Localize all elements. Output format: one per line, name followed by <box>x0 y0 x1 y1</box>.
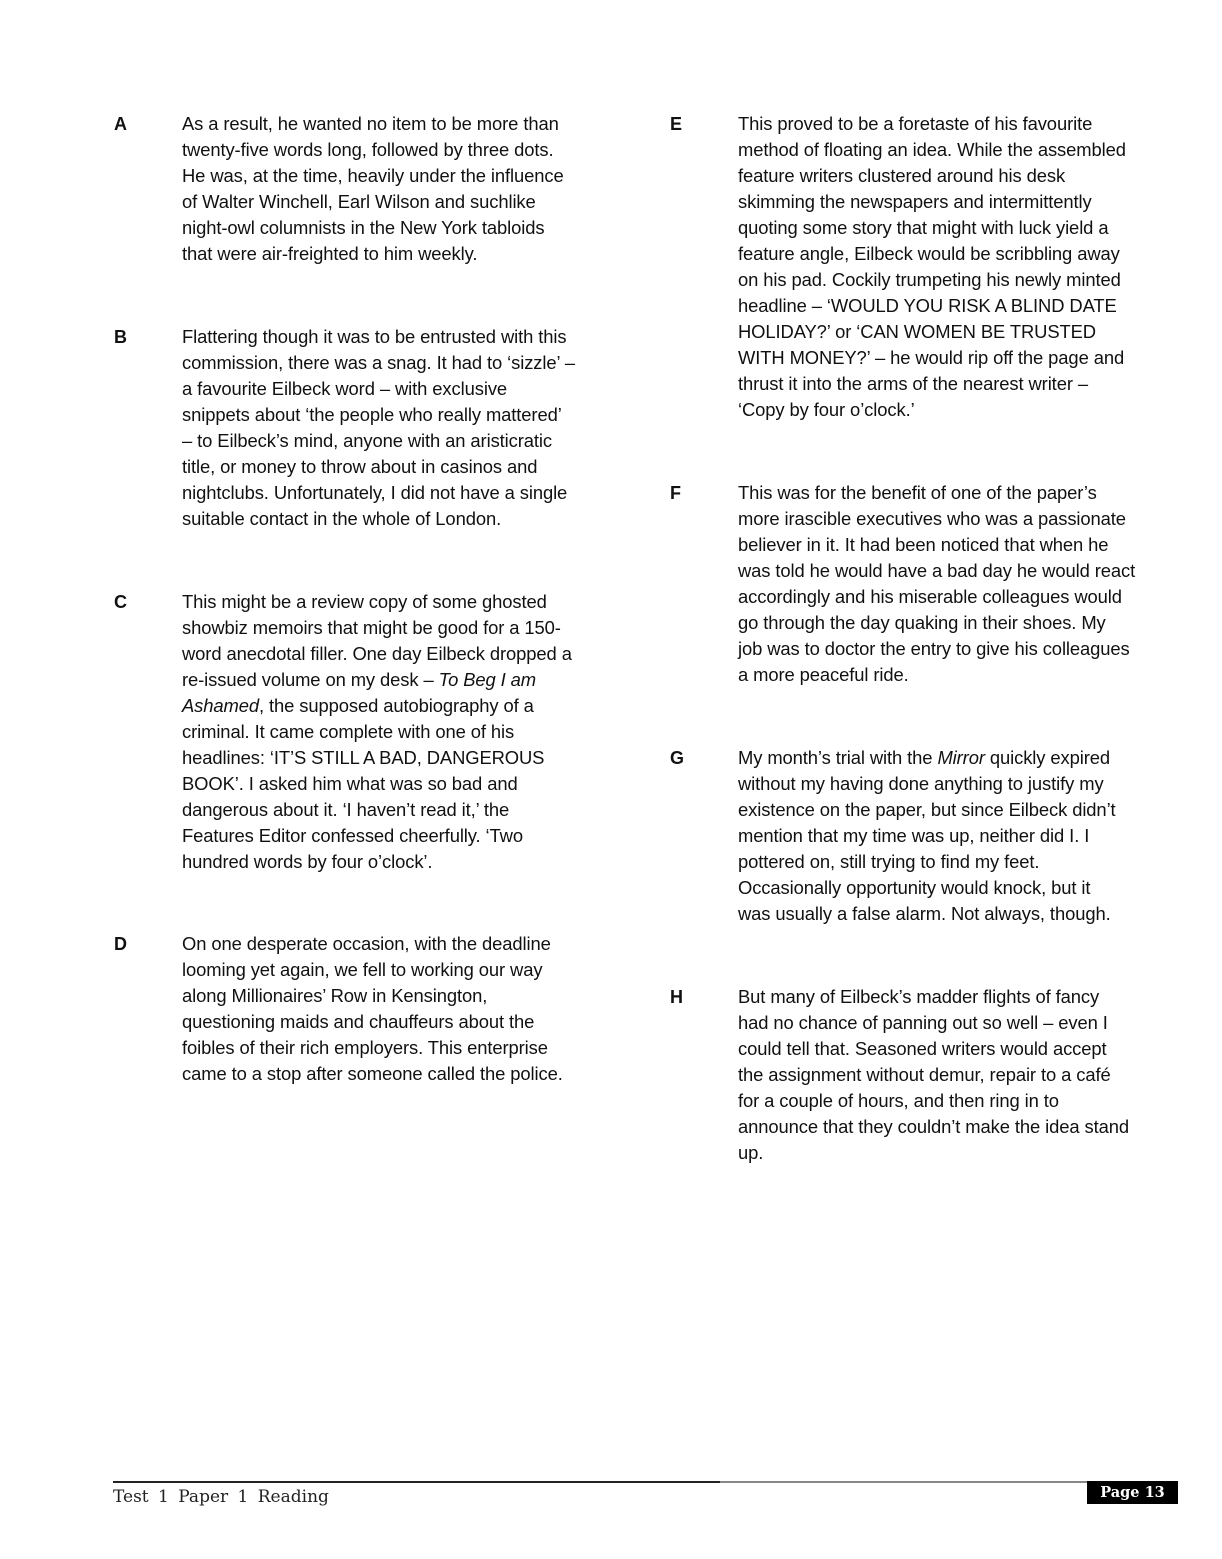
text-segment: My month’s trial with the <box>738 747 938 768</box>
text-line: ‘Copy by four o’clock.’ <box>738 399 915 420</box>
text-line: on his pad. Cockily trumpeting his newly minted <box>738 269 1121 290</box>
text-line: method of floating an idea. While the assembled <box>738 139 1126 160</box>
text-line: hundred words by four o’clock’. <box>182 851 433 872</box>
text-line: headlines: ‘IT’S STILL A BAD, DANGEROUS <box>182 747 545 768</box>
option-text <box>182 111 622 267</box>
text-line: BOOK’. I asked him what was so bad and <box>182 773 518 794</box>
text-segment: quickly expired <box>984 747 1110 768</box>
newspaper-name-italic: Mirror <box>937 747 985 768</box>
text-line: accordingly and his miserable colleagues would <box>738 586 1122 607</box>
text-line: looming yet again, we fell to working our way <box>182 959 543 980</box>
text-line: quoting some story that might with luck yield a <box>738 217 1109 238</box>
option-text <box>738 984 1178 1166</box>
option-letter: H <box>670 987 683 1007</box>
text-line: thrust it into the arms of the nearest writer – <box>738 373 1088 394</box>
text-line: go through the day quaking in their shoes. My <box>738 612 1106 633</box>
text-line: foibles of their rich employers. This enterprise <box>182 1037 548 1058</box>
text-line: snippets about ‘the people who really mattered’ <box>182 404 562 425</box>
text-line <box>182 667 622 693</box>
text-line: feature angle, Eilbeck would be scribbling away <box>738 243 1120 264</box>
text-line: This proved to be a foretaste of his favourite <box>738 113 1093 134</box>
text-line: a more peaceful ride. <box>738 664 909 685</box>
text-line: As a result, he wanted no item to be more than <box>182 113 559 134</box>
text-line: WITH MONEY?’ – he would rip off the page and <box>738 347 1125 368</box>
text-line: commission, there was a snag. It had to ‘sizzle’ – <box>182 352 575 373</box>
option-text <box>738 480 1178 688</box>
text-line <box>182 693 622 719</box>
option-text <box>182 324 622 532</box>
text-line: for a couple of hours, and then ring in to <box>738 1090 1059 1111</box>
option-letter: C <box>114 592 127 612</box>
text-line: suitable contact in the whole of London. <box>182 508 502 529</box>
option-letter: A <box>114 114 127 134</box>
footer-label: Test 1 Paper 1 Reading <box>113 1487 329 1507</box>
text-line: was told he would have a bad day he would react <box>738 560 1136 581</box>
text-line: He was, at the time, heavily under the influence <box>182 165 564 186</box>
text-line: more irascible executives who was a passionate <box>738 508 1126 529</box>
text-line: criminal. It came complete with one of his <box>182 721 515 742</box>
book-title-italic: Ashamed <box>182 695 259 716</box>
book-title-italic: To Beg I am <box>438 669 537 690</box>
text-segment: , the supposed autobiography of a <box>259 695 534 716</box>
text-line: along Millionaires’ Row in Kensington, <box>182 985 488 1006</box>
option-letter: F <box>670 483 681 503</box>
text-line: But many of Eilbeck’s madder flights of fancy <box>738 986 1100 1007</box>
text-line: Occasionally opportunity would knock, but it <box>738 877 1091 898</box>
text-line: existence on the paper, but since Eilbeck didn’t <box>738 799 1116 820</box>
text-line: This was for the benefit of one of the paper’s <box>738 482 1097 503</box>
text-line: of Walter Winchell, Earl Wilson and suchlike <box>182 191 536 212</box>
text-line: believer in it. It had been noticed that when he <box>738 534 1109 555</box>
option-text <box>182 931 622 1087</box>
text-line: had no chance of panning out so well – even I <box>738 1012 1108 1033</box>
option-letter: B <box>114 327 127 347</box>
text-line: HOLIDAY?’ or ‘CAN WOMEN BE TRUSTED <box>738 321 1096 342</box>
text-line: a favourite Eilbeck word – with exclusive <box>182 378 508 399</box>
text-line: Features Editor confessed cheerfully. ‘Two <box>182 825 523 846</box>
option-letter: D <box>114 934 127 954</box>
text-line: On one desperate occasion, with the deadline <box>182 933 551 954</box>
text-line: feature writers clustered around his desk <box>738 165 1066 186</box>
text-line: without my having done anything to justify my <box>738 773 1104 794</box>
text-line: up. <box>738 1142 764 1163</box>
text-line: dangerous about it. ‘I haven’t read it,’ the <box>182 799 510 820</box>
text-line: headline – ‘WOULD YOU RISK A BLIND DATE <box>738 295 1117 316</box>
text-line: twenty-five words long, followed by three dots. <box>182 139 554 160</box>
text-line: was usually a false alarm. Not always, though. <box>738 903 1111 924</box>
text-line: mention that my time was up, neither did I. I <box>738 825 1090 846</box>
text-line: questioning maids and chauffeurs about the <box>182 1011 535 1032</box>
option-letter: E <box>670 114 683 134</box>
text-line: job was to doctor the entry to give his colleagues <box>738 638 1130 659</box>
text-line: skimming the newspapers and intermittently <box>738 191 1092 212</box>
page-number-badge: Page 13 <box>1087 1481 1178 1504</box>
option-text <box>738 745 1178 927</box>
text-line: This might be a review copy of some ghosted <box>182 591 547 612</box>
text-segment: re-issued volume on my desk – <box>182 669 439 690</box>
option-text <box>738 111 1178 423</box>
text-line: announce that they couldn’t make the idea stand <box>738 1116 1129 1137</box>
text-line: Flattering though it was to be entrusted with this <box>182 326 567 347</box>
text-line: title, or money to throw about in casinos and <box>182 456 538 477</box>
text-line: showbiz memoirs that might be good for a 150- <box>182 617 561 638</box>
text-line: the assignment without demur, repair to a café <box>738 1064 1111 1085</box>
text-line: nightclubs. Unfortunately, I did not have a single <box>182 482 568 503</box>
text-line: pottered on, still trying to find my feet. <box>738 851 1040 872</box>
text-line: that were air-freighted to him weekly. <box>182 243 478 264</box>
text-line: word anecdotal filler. One day Eilbeck dropped a <box>182 643 572 664</box>
text-line: night-owl columnists in the New York tabloids <box>182 217 545 238</box>
text-line: could tell that. Seasoned writers would accept <box>738 1038 1107 1059</box>
text-line <box>738 745 1178 771</box>
option-text <box>182 589 622 875</box>
text-line: – to Eilbeck’s mind, anyone with an aristicratic <box>182 430 552 451</box>
text-line: came to a stop after someone called the police. <box>182 1063 563 1084</box>
option-letter: G <box>670 748 685 768</box>
